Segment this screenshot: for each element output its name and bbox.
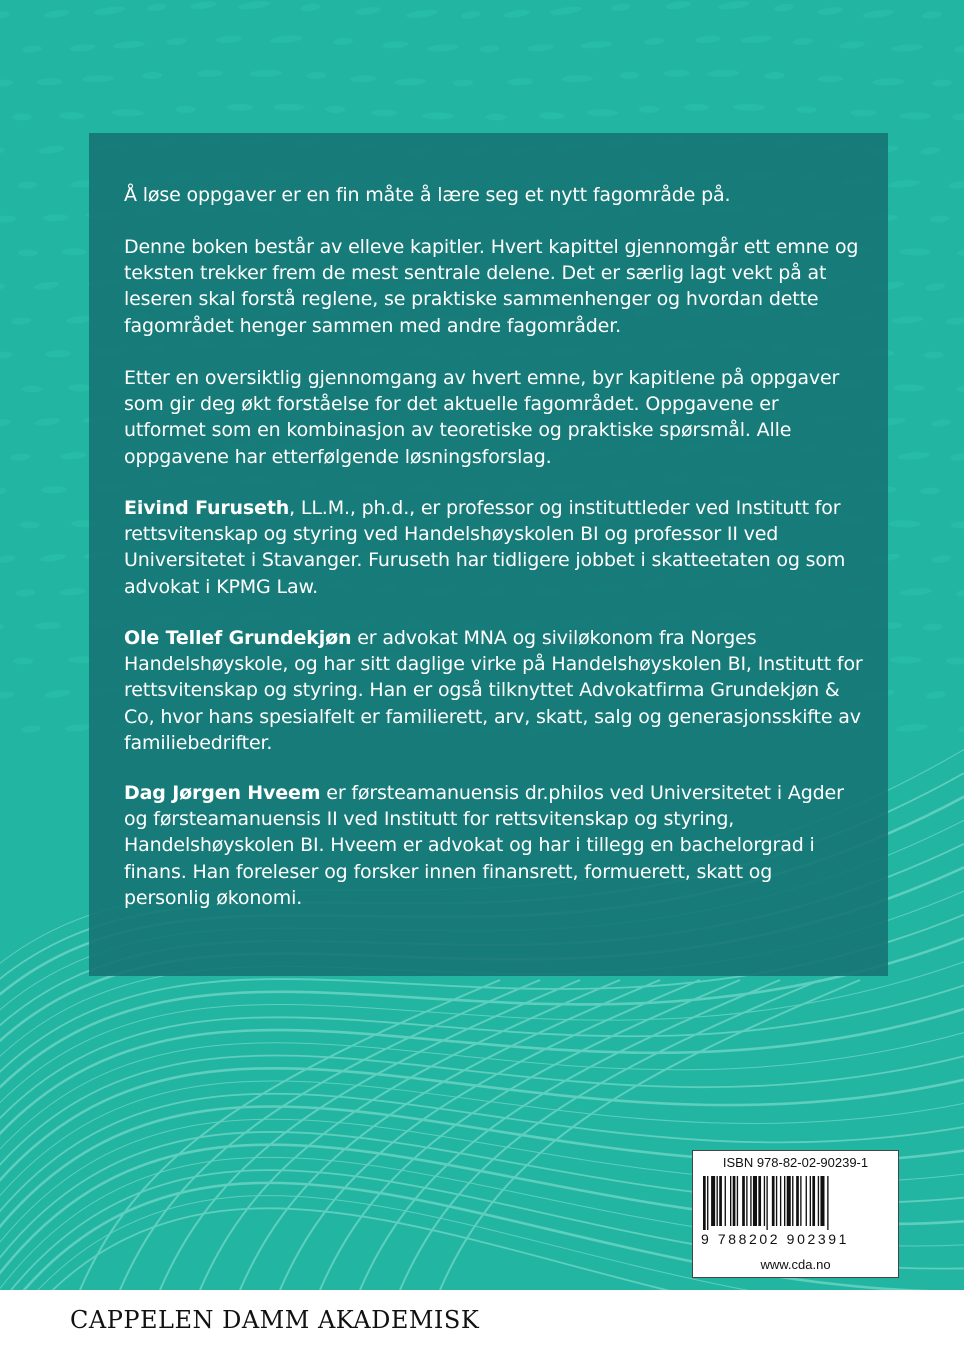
background-dot	[0, 282, 5, 292]
background-dot	[406, 8, 439, 19]
barcode-bar	[717, 1176, 718, 1226]
background-dot	[956, 589, 964, 598]
barcode-bar	[766, 1176, 767, 1230]
content-paragraph: Denne boken består av elleve kapitler. Hvert kapittel gjennomgår ett emne og teksten trekker frem de mest sentrale delene. Det er særlig lagt vekt på at leseren skal forstå reglene, se praktiske sammenhenger og hvordan dette fagområdet henger sammen med andre fagområder.	[124, 236, 859, 337]
background-dot	[0, 690, 15, 700]
background-dot	[69, 43, 96, 52]
publisher-url: www.cda.no	[760, 1257, 831, 1272]
background-dot	[683, 104, 709, 111]
background-dot	[22, 45, 43, 54]
barcode-bar	[733, 1176, 736, 1226]
background-dot	[216, 35, 243, 44]
barcode-bar	[820, 1176, 824, 1226]
background-dot	[197, 69, 223, 77]
background-dot	[951, 521, 964, 528]
background-dot	[740, 34, 772, 44]
background-dot	[764, 72, 784, 80]
background-dot	[18, 249, 38, 256]
background-dot	[839, 40, 866, 49]
background-dot	[486, 113, 506, 120]
barcode-bar	[737, 1176, 738, 1226]
background-dot	[0, 554, 16, 564]
barcode-bar	[742, 1176, 745, 1226]
barcode-bar	[703, 1176, 706, 1230]
background-dot	[888, 520, 920, 528]
barcode-bar	[806, 1176, 807, 1226]
background-dot	[40, 553, 67, 564]
background-dot	[923, 351, 943, 359]
background-dot	[930, 215, 950, 223]
barcode-bar	[753, 1176, 757, 1226]
background-dot	[950, 453, 964, 462]
background-dot	[891, 315, 923, 325]
background-dot	[34, 417, 61, 428]
barcode-bar	[776, 1176, 777, 1226]
background-dot	[41, 486, 67, 494]
background-dot	[639, 106, 659, 113]
publisher-logo: CAPPELEN DAMM AKADEMISK	[70, 1306, 480, 1334]
background-dot	[931, 418, 952, 428]
background-dot	[550, 5, 583, 16]
background-dot	[11, 317, 32, 326]
background-dot	[946, 317, 964, 326]
background-dot	[394, 78, 426, 86]
background-dot	[897, 451, 929, 461]
background-dot	[61, 248, 87, 255]
barcode-digits: 9 788202 902391	[701, 1231, 849, 1247]
intro-paragraph: Å løse oppgaver er en fin måte å lære seg et nytt fagområde på.	[124, 184, 731, 206]
background-wave	[0, 1004, 964, 1156]
background-dot	[44, 689, 71, 700]
background-dot	[270, 34, 302, 44]
background-dot	[0, 146, 5, 156]
background-dot	[65, 723, 92, 732]
barcode-bar	[818, 1176, 819, 1226]
barcode-bar	[787, 1176, 791, 1226]
background-dot	[899, 112, 931, 120]
background-dot	[817, 6, 844, 17]
background-dot	[38, 145, 65, 156]
background-dot	[580, 40, 612, 50]
barcode-bar	[719, 1176, 722, 1226]
background-dot	[893, 384, 925, 392]
background-dot	[273, 104, 305, 112]
barcode-bar	[812, 1176, 815, 1226]
background-dot	[932, 79, 952, 87]
background-dot	[350, 75, 376, 83]
footer-band	[0, 1290, 964, 1361]
background-dot	[355, 6, 382, 17]
background-dot	[227, 104, 253, 111]
background-dot	[796, 106, 816, 113]
background-dot	[896, 723, 928, 733]
barcode-bar	[800, 1176, 801, 1226]
background-dot	[733, 104, 765, 112]
background-dot	[479, 45, 500, 54]
background-dot	[190, 0, 217, 11]
barcode-bar	[725, 1176, 726, 1226]
barcode-bar	[758, 1176, 761, 1226]
background-dot	[0, 623, 4, 631]
background-dot	[507, 78, 533, 86]
barcode-bar	[746, 1176, 747, 1226]
barcode-bar	[772, 1176, 775, 1226]
background-dot	[36, 78, 62, 86]
background-dot	[175, 106, 195, 113]
background-dot	[931, 554, 952, 564]
background-dot	[0, 215, 16, 223]
background-dot	[663, 69, 689, 77]
background-dot	[610, 3, 631, 13]
background-dot	[954, 45, 964, 54]
background-dot	[17, 181, 38, 190]
background-dot	[10, 453, 31, 462]
author-bio-grundekjon: Ole Tellef Grundekjøn er advokat MNA og siviløkonom fra Norges Handelshøyskole, og har sitt daglige virke på Handelshøyskolen BI, Institutt for rettsvitenskap og styring. Han er også tilknyttet Advokatfirma Grundekjøn & Co, hvor hans spesialfelt er familierett, arv, skatt, salg og generasjonsskifte av familiebedrifter.	[124, 627, 863, 754]
background-dot	[371, 109, 397, 116]
background-dot	[926, 690, 947, 700]
background-dot	[561, 75, 593, 83]
background-dot	[112, 109, 144, 117]
barcode-bar	[792, 1176, 793, 1226]
background-dot	[460, 10, 481, 20]
background-dot	[59, 112, 85, 119]
background-dot	[382, 40, 409, 49]
barcode	[701, 1176, 891, 1230]
background-dot	[920, 487, 940, 495]
barcode-bar	[707, 1176, 708, 1230]
barcode-bar	[784, 1176, 785, 1226]
background-dot	[707, 69, 739, 77]
background-dot	[665, 0, 692, 11]
background-dot	[33, 281, 60, 292]
background-dot	[503, 9, 530, 20]
background-dot	[0, 351, 13, 359]
barcode-bar	[764, 1176, 765, 1226]
background-dot	[45, 350, 71, 358]
background-dot	[146, 3, 167, 13]
barcode-bar	[827, 1176, 828, 1230]
isbn-number: ISBN 978-82-02-90239-1	[722, 1155, 869, 1170]
background-dot	[13, 657, 33, 664]
background-dot	[952, 113, 964, 120]
author-name: Ole Tellef Grundekjøn	[124, 627, 352, 649]
background-dot	[250, 69, 282, 77]
background-dot	[946, 657, 964, 664]
isbn-barcode-label	[692, 1150, 899, 1278]
author-name: Dag Jørgen Hveem	[124, 782, 321, 804]
background-dot	[306, 72, 326, 80]
background-dot	[899, 248, 931, 256]
background-dot	[35, 622, 61, 630]
background-dot	[21, 725, 42, 734]
barcode-bar	[711, 1176, 715, 1226]
background-dot	[300, 3, 321, 13]
barcode-bar	[750, 1176, 751, 1226]
background-dot	[15, 589, 36, 598]
background-dot	[333, 37, 354, 46]
background-dot	[792, 37, 813, 46]
author-bio-furuseth: Eivind Furuseth, LL.M., ph.d., er professor og instituttleder ved Institutt for rettsvitenskap og styring ved Handelshøyskolen BI og professor II ved Universitetet i Stavanger. Furuseth har tidligere jobbet i skatteetaten og som advokat i KPMG Law.	[124, 497, 846, 598]
background-dot	[619, 72, 639, 80]
background-dot	[888, 179, 920, 189]
background-dot	[0, 79, 13, 87]
background-dot	[93, 5, 126, 16]
background-dot	[889, 656, 921, 664]
background-dot	[900, 587, 932, 597]
background-dot	[142, 72, 162, 80]
barcode-bar	[810, 1176, 811, 1226]
text-panel	[89, 133, 888, 976]
background-dot	[166, 37, 187, 46]
background-dot	[20, 521, 40, 528]
background-dot	[453, 79, 473, 87]
background-dot	[82, 75, 114, 83]
background-dot	[891, 43, 923, 53]
background-dot	[695, 35, 722, 44]
background-dot	[42, 214, 68, 222]
background-dot	[920, 146, 941, 156]
background-dot	[59, 587, 86, 596]
background-dot	[44, 9, 71, 20]
background-dot	[22, 385, 42, 392]
background-dot	[957, 385, 964, 392]
background-dot	[0, 10, 10, 20]
background-dot	[325, 106, 345, 113]
background-dot	[862, 8, 895, 19]
barcode-bar	[730, 1176, 731, 1226]
background-dot	[644, 37, 665, 46]
background-dot	[527, 43, 554, 52]
background-dot	[539, 112, 565, 119]
background-dot	[0, 418, 11, 428]
exercises-paragraph: Etter en oversiktlig gjennomgang av hvert emne, byr kapitlene på oppgaver som gir deg økt forståelse for det aktuelle fagområdet. Oppgavene er utformet som en kombinasjon av teoretiske og praktiske spørsmål. Alle oppgavene har etterfølgende løsningsforslag.	[124, 367, 840, 468]
background-dot	[948, 181, 964, 190]
background-dot	[60, 451, 87, 460]
background-dot	[422, 112, 454, 120]
background-dot	[925, 282, 946, 292]
background-dot	[426, 43, 458, 53]
background-dot	[586, 109, 618, 117]
background-dot	[958, 725, 964, 734]
author-name: Eivind Furuseth	[124, 497, 290, 519]
background-dot	[921, 10, 942, 20]
barcode-bar	[780, 1176, 781, 1226]
background-dot	[817, 75, 843, 83]
background-dot	[12, 113, 32, 120]
background-dot	[0, 487, 7, 495]
background-dot	[850, 109, 876, 116]
background-dot	[774, 3, 795, 13]
background-dot	[718, 0, 751, 11]
background-dot	[957, 249, 964, 256]
background-dot	[923, 623, 943, 631]
background-dot	[872, 78, 904, 86]
barcode-bar	[796, 1176, 799, 1226]
background-dot	[113, 40, 145, 50]
author-bio-hveem: Dag Jørgen Hveem er førsteamanuensis dr.philos ved Universitetet i Agder og førsteamanuensis II ved Institutt for rettsvitenskap og styring, Handelshøyskolen BI. Hveem er advokat og har i tillegg en bachelorgrad i finans. Han foreleser og forsker innen finansrett, formuerett, skatt og personlig økonomi.	[124, 782, 844, 909]
background-dot	[238, 0, 271, 11]
